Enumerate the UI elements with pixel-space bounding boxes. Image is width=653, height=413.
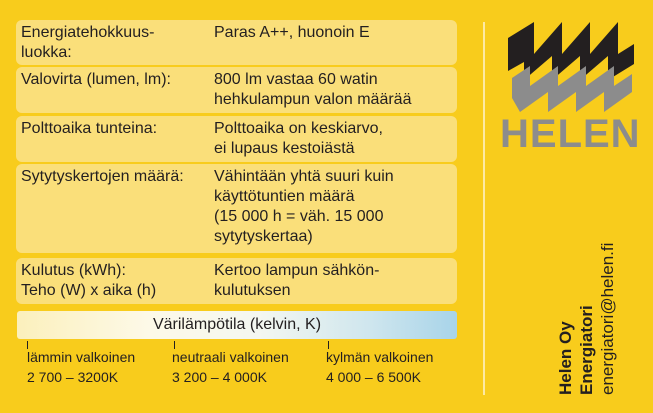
logo-text: HELEN <box>500 112 641 156</box>
row-value: Vähintään yhtä suuri kuin käyttötuntien määrä (15 000 h = väh. 15 000 sytytyskertaa) <box>214 168 394 245</box>
row-label: Valovirta (lumen, lm): <box>21 71 171 88</box>
color-temperature-bar <box>17 311 457 339</box>
row-label: Energiatehokkuus- luokka: <box>21 24 155 61</box>
row-value: Polttoaika on keskiarvo, ei lupaus kestoiästä <box>214 120 383 157</box>
scale-neutral-range: 3 200 – 4 000K <box>172 369 267 385</box>
scale-neutral-name: neutraali valkoinen <box>172 349 289 365</box>
row-energy-class <box>16 20 457 65</box>
row-value: 800 lm vastaa 60 watin hehkulampun valon määrää <box>214 71 412 108</box>
department-name: Energiatori <box>577 305 596 395</box>
color-temperature-title: Värilämpötila (kelvin, K) <box>152 316 322 333</box>
row-label: Kulutus (kWh): Teho (W) x aika (h) <box>21 262 157 299</box>
scale-warm-range: 2 700 – 3200K <box>27 369 119 385</box>
row-value: Kertoo lampun sähkön- kulutuksen <box>214 262 380 299</box>
logo-grey-zigzag <box>512 66 632 112</box>
row-switch-count <box>16 164 457 253</box>
scale-cold <box>326 347 433 387</box>
vertical-divider <box>483 22 485 395</box>
row-label: Sytytyskertojen määrä: <box>21 168 184 185</box>
row-label: Polttoaika tunteina: <box>21 120 158 137</box>
row-luminous-flux <box>16 67 457 113</box>
company-name: Helen Oy <box>556 321 575 395</box>
scale-cold-range: 4 000 – 6 500K <box>326 369 421 385</box>
scale-neutral <box>172 347 289 387</box>
scale-cold-name: kylmän valkoinen <box>326 349 434 365</box>
row-consumption <box>16 258 457 304</box>
row-value: Paras A++, huonoin E <box>214 24 370 41</box>
contact-info <box>555 215 618 395</box>
scale-warm-name: lämmin valkoinen <box>27 349 136 365</box>
email-link[interactable]: energiatori@helen.fi <box>598 242 617 395</box>
row-burn-time <box>16 116 457 162</box>
scale-warm <box>27 347 135 387</box>
